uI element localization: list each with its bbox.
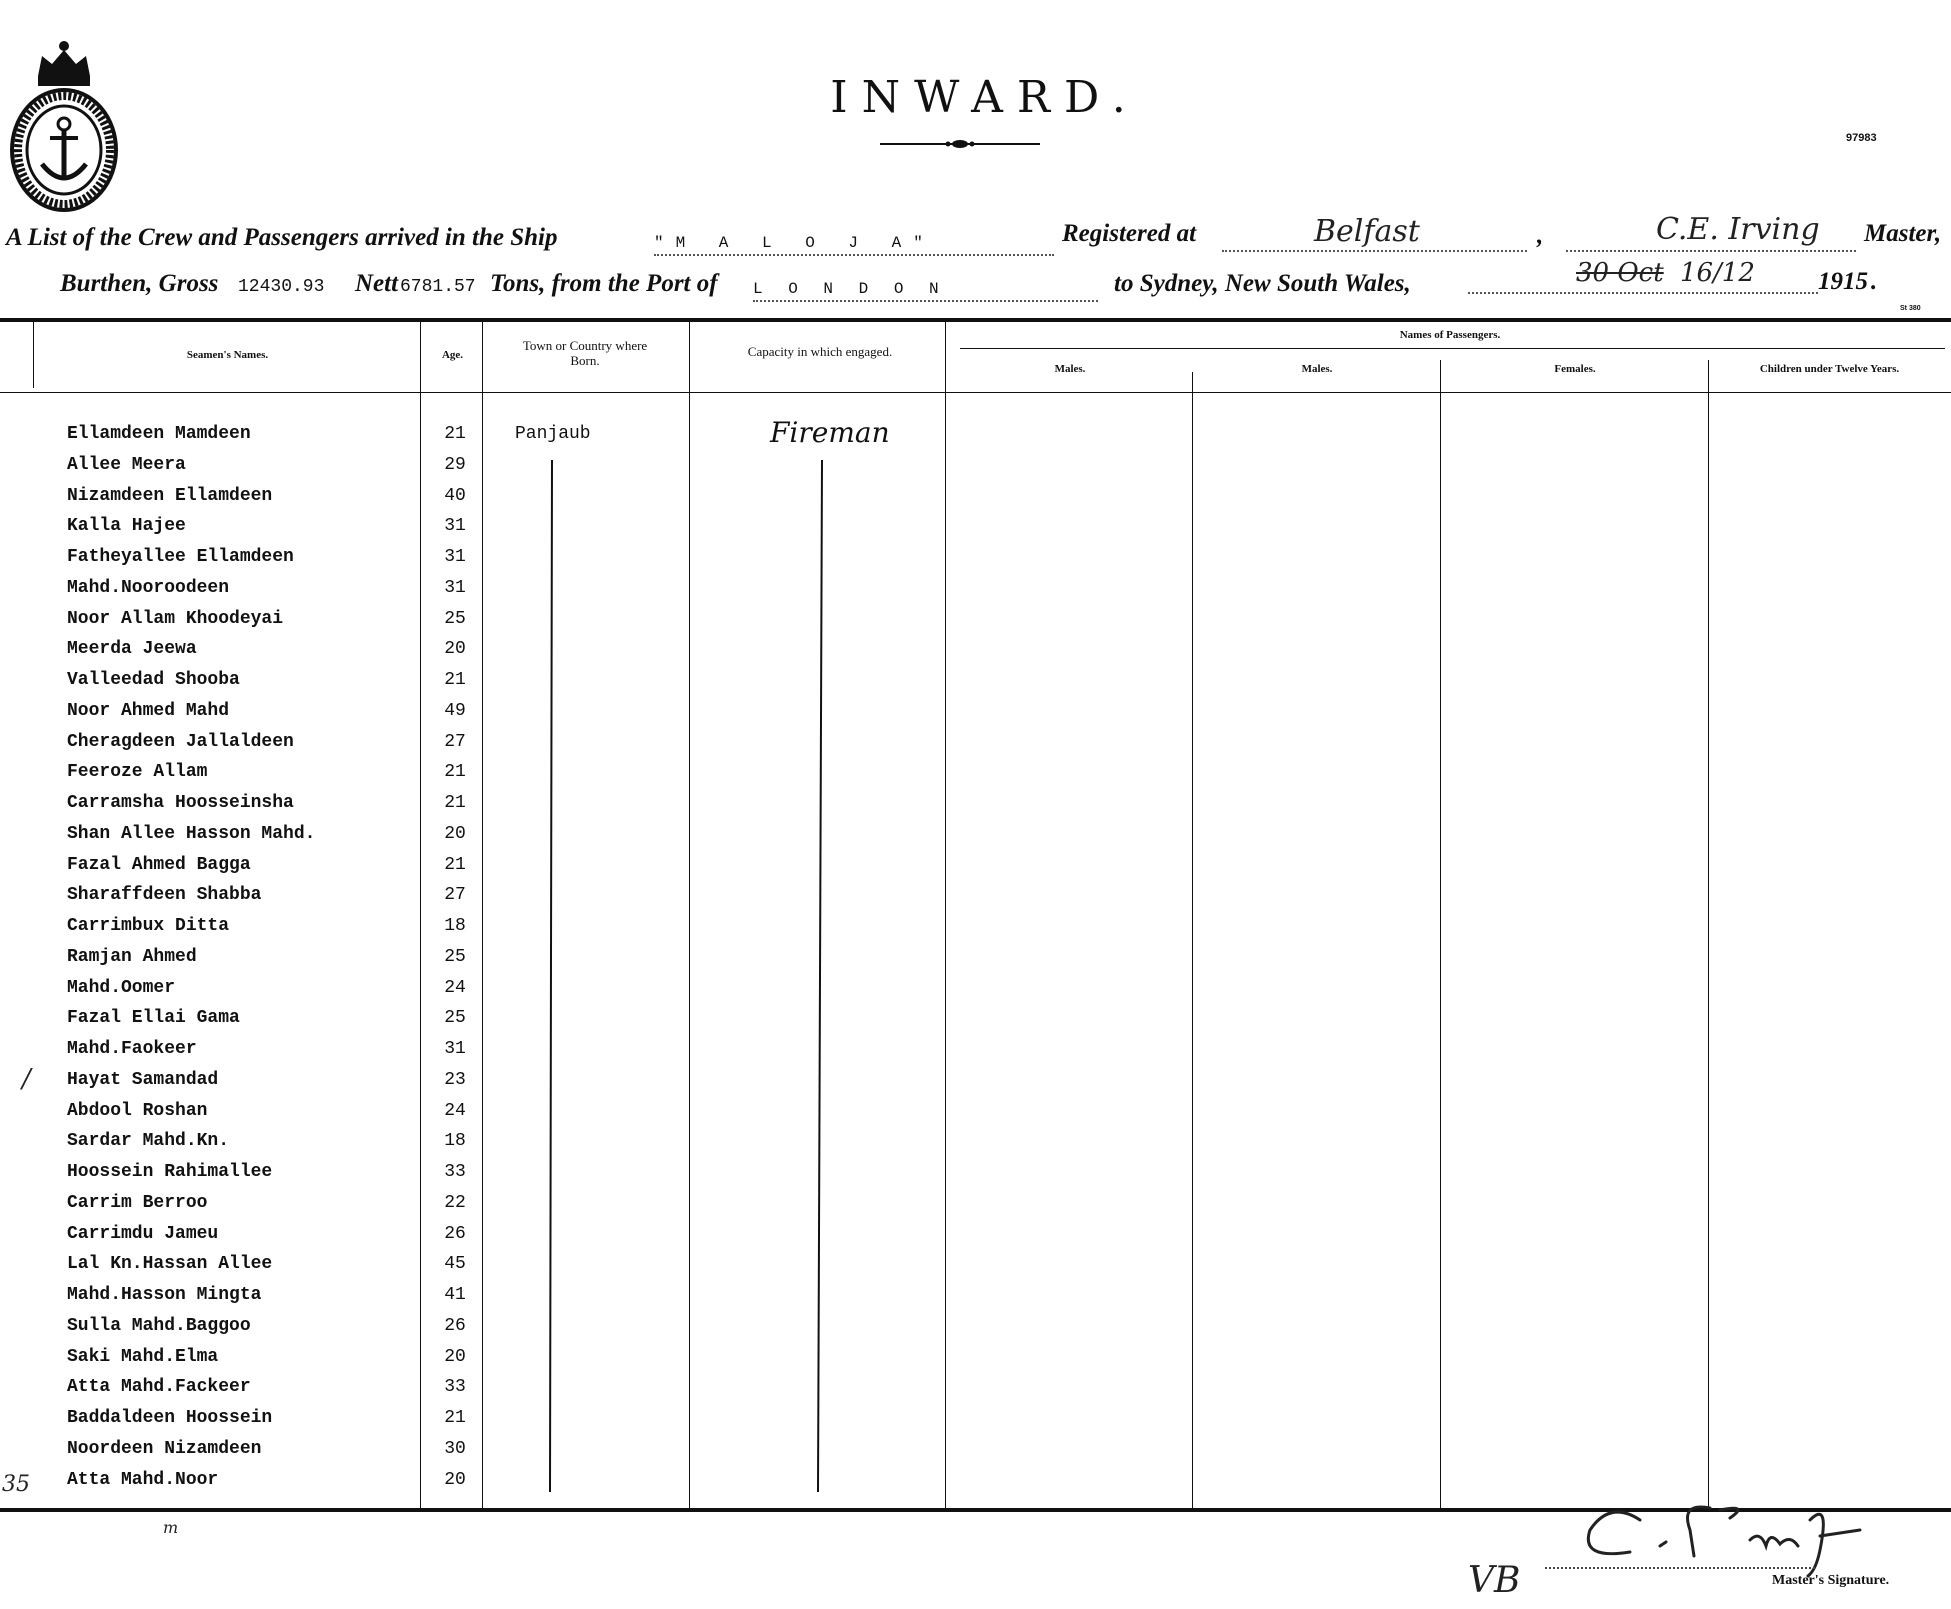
seaman-name: Mahd.Nooroodeen	[67, 578, 230, 598]
seaman-age: 26	[444, 1224, 466, 1244]
seaman-name: Noor Ahmed Mahd	[67, 701, 230, 721]
seaman-age: 21	[444, 762, 466, 782]
seaman-name: Fazal Ahmed Bagga	[67, 855, 251, 875]
seaman-age: 25	[444, 609, 466, 629]
header-bottom-rule	[0, 392, 1951, 393]
seaman-name: Sharaffdeen Shabba	[67, 885, 262, 905]
col-rule-capacity	[689, 322, 690, 1508]
col-rule-left	[33, 322, 34, 388]
seaman-name: Cheragdeen Jallaldeen	[67, 732, 294, 752]
seaman-name: Feeroze Allam	[67, 762, 208, 782]
seaman-age: 23	[444, 1070, 466, 1090]
document-number: 97983	[1846, 132, 1877, 144]
ship-name: "M A L O J A"	[654, 234, 935, 252]
seaman-age: 21	[444, 424, 466, 444]
seaman-age: 26	[444, 1316, 466, 1336]
seaman-name: Ramjan Ahmed	[67, 947, 197, 967]
seaman-age: 33	[444, 1377, 466, 1397]
born-ditto-line	[540, 456, 560, 1496]
seaman-name: Hoossein Rahimallee	[67, 1162, 273, 1182]
seaman-name: Meerda Jeewa	[67, 639, 197, 659]
seaman-name: Sulla Mahd.Baggoo	[67, 1316, 251, 1336]
form-code: St 380	[1900, 305, 1921, 312]
nett-tonnage: 6781.57	[400, 277, 476, 297]
period: .	[1870, 268, 1877, 295]
seaman-name: Mahd.Hasson Mingta	[67, 1285, 262, 1305]
arrival-date: 16/12	[1679, 258, 1755, 288]
destination-label: to Sydney, New South Wales,	[1114, 270, 1411, 297]
seaman-age: 18	[444, 916, 466, 936]
signature-line	[1545, 1567, 1815, 1569]
col-rule-passengers	[945, 322, 946, 1508]
seaman-age: 30	[444, 1439, 466, 1459]
margin-tick: /	[22, 1064, 31, 1094]
seaman-age: 24	[444, 978, 466, 998]
master-label: Master,	[1864, 220, 1942, 247]
list-heading: A List of the Crew and Passengers arrived in the Ship	[6, 224, 558, 251]
seaman-age: 25	[444, 1008, 466, 1028]
seaman-name: Kalla Hajee	[67, 516, 186, 536]
seaman-age: 21	[444, 670, 466, 690]
seaman-age: 20	[444, 1470, 466, 1490]
passengers-subrule	[960, 348, 1945, 349]
registered-port-field	[1222, 214, 1527, 252]
seaman-age: 20	[444, 639, 466, 659]
date-field	[1468, 258, 1818, 294]
title-ornament	[880, 138, 1040, 150]
margin-scribble: m	[163, 1518, 179, 1537]
seaman-age: 29	[444, 455, 466, 475]
seaman-name: Carrim Berroo	[67, 1193, 208, 1213]
seaman-age: 27	[444, 885, 466, 905]
seaman-age: 21	[444, 1408, 466, 1428]
shipping-office-seal	[8, 32, 120, 212]
seaman-name: Lal Kn.Hassan Allee	[67, 1254, 273, 1274]
comma: ,	[1537, 222, 1544, 249]
capacity-value: Fireman	[770, 416, 890, 449]
margin-number: 35	[2, 1472, 30, 1497]
registered-port: Belfast	[1314, 214, 1420, 249]
from-port-field	[753, 272, 1098, 302]
col-header-males-1: Males.	[1054, 363, 1086, 375]
seaman-age: 22	[444, 1193, 466, 1213]
seaman-age: 31	[444, 547, 466, 567]
seaman-age: 31	[444, 1039, 466, 1059]
gross-tonnage: 12430.93	[238, 277, 325, 297]
seaman-age: 21	[444, 855, 466, 875]
seaman-age: 27	[444, 732, 466, 752]
seaman-name: Shan Allee Hasson Mahd.	[67, 824, 316, 844]
col-header-males-2: Males.	[1301, 363, 1333, 375]
tons-label: Tons, from the Port of	[490, 270, 718, 297]
seaman-name: Nizamdeen Ellamdeen	[67, 486, 273, 506]
seaman-age: 25	[444, 947, 466, 967]
initials-mark: VB	[1468, 1560, 1521, 1601]
seaman-age: 20	[444, 824, 466, 844]
seaman-age: 40	[444, 486, 466, 506]
col-rule-age	[420, 322, 421, 1508]
seaman-age: 18	[444, 1131, 466, 1151]
col-header-females: Females.	[1554, 363, 1596, 375]
seaman-name: Carrimbux Ditta	[67, 916, 230, 936]
table-top-rule	[0, 318, 1951, 322]
seaman-age: 41	[444, 1285, 466, 1305]
seaman-name: Saki Mahd.Elma	[67, 1347, 219, 1367]
col-header-born: Town or Country where Born.	[522, 338, 648, 368]
master-name: C.E. Irving	[1656, 212, 1820, 247]
seaman-name: Mahd.Faokeer	[67, 1039, 197, 1059]
seaman-name: Hayat Samandad	[67, 1070, 219, 1090]
seaman-age: 21	[444, 793, 466, 813]
col-header-age: Age.	[441, 349, 464, 361]
col-rule-males2	[1192, 372, 1193, 1508]
col-header-passengers: Names of Passengers.	[1399, 329, 1501, 341]
col-header-capacity: Capacity in which engaged.	[747, 344, 893, 359]
seaman-name: Atta Mahd.Noor	[67, 1470, 219, 1490]
seaman-name: Carramsha Hoosseinsha	[67, 793, 294, 813]
seaman-name: Valleedad Shooba	[67, 670, 240, 690]
page-title: INWARD.	[830, 72, 1140, 123]
seaman-age: 33	[444, 1162, 466, 1182]
seaman-name: Noordeen Nizamdeen	[67, 1439, 262, 1459]
nett-label: Nett	[355, 270, 399, 297]
seaman-name: Sardar Mahd.Kn.	[67, 1131, 230, 1151]
seaman-age: 45	[444, 1254, 466, 1274]
seaman-age: 49	[444, 701, 466, 721]
seaman-name: Fazal Ellai Gama	[67, 1008, 240, 1028]
col-rule-children	[1708, 360, 1709, 1508]
seaman-name: Fatheyallee Ellamdeen	[67, 547, 294, 567]
seaman-name: Ellamdeen Mamdeen	[67, 424, 251, 444]
struck-date: 30 Oct	[1576, 258, 1664, 288]
seaman-name: Abdool Roshan	[67, 1101, 208, 1121]
seaman-age: 24	[444, 1101, 466, 1121]
seaman-age: 31	[444, 516, 466, 536]
born-value: Panjaub	[515, 424, 591, 444]
from-port: L O N D O N	[753, 280, 947, 298]
registered-label: Registered at	[1062, 220, 1197, 247]
capacity-ditto-line	[808, 456, 828, 1496]
seaman-age: 20	[444, 1347, 466, 1367]
master-name-field	[1566, 212, 1856, 252]
signature-label: Master's Signature.	[1772, 1573, 1890, 1588]
burthen-label: Burthen, Gross	[60, 270, 219, 297]
seaman-name: Baddaldeen Hoossein	[67, 1408, 273, 1428]
col-rule-females	[1440, 360, 1441, 1508]
seaman-age: 31	[444, 578, 466, 598]
col-header-children: Children under Twelve Years.	[1759, 363, 1900, 375]
seaman-name: Allee Meera	[67, 455, 186, 475]
seaman-name: Atta Mahd.Fackeer	[67, 1377, 251, 1397]
arrival-year: 1915	[1818, 268, 1868, 295]
col-header-names: Seamen's Names.	[186, 349, 269, 361]
seaman-name: Carrimdu Jameu	[67, 1224, 219, 1244]
seaman-name: Noor Allam Khoodeyai	[67, 609, 284, 629]
ship-name-field	[654, 226, 1054, 256]
seaman-name: Mahd.Oomer	[67, 978, 176, 998]
